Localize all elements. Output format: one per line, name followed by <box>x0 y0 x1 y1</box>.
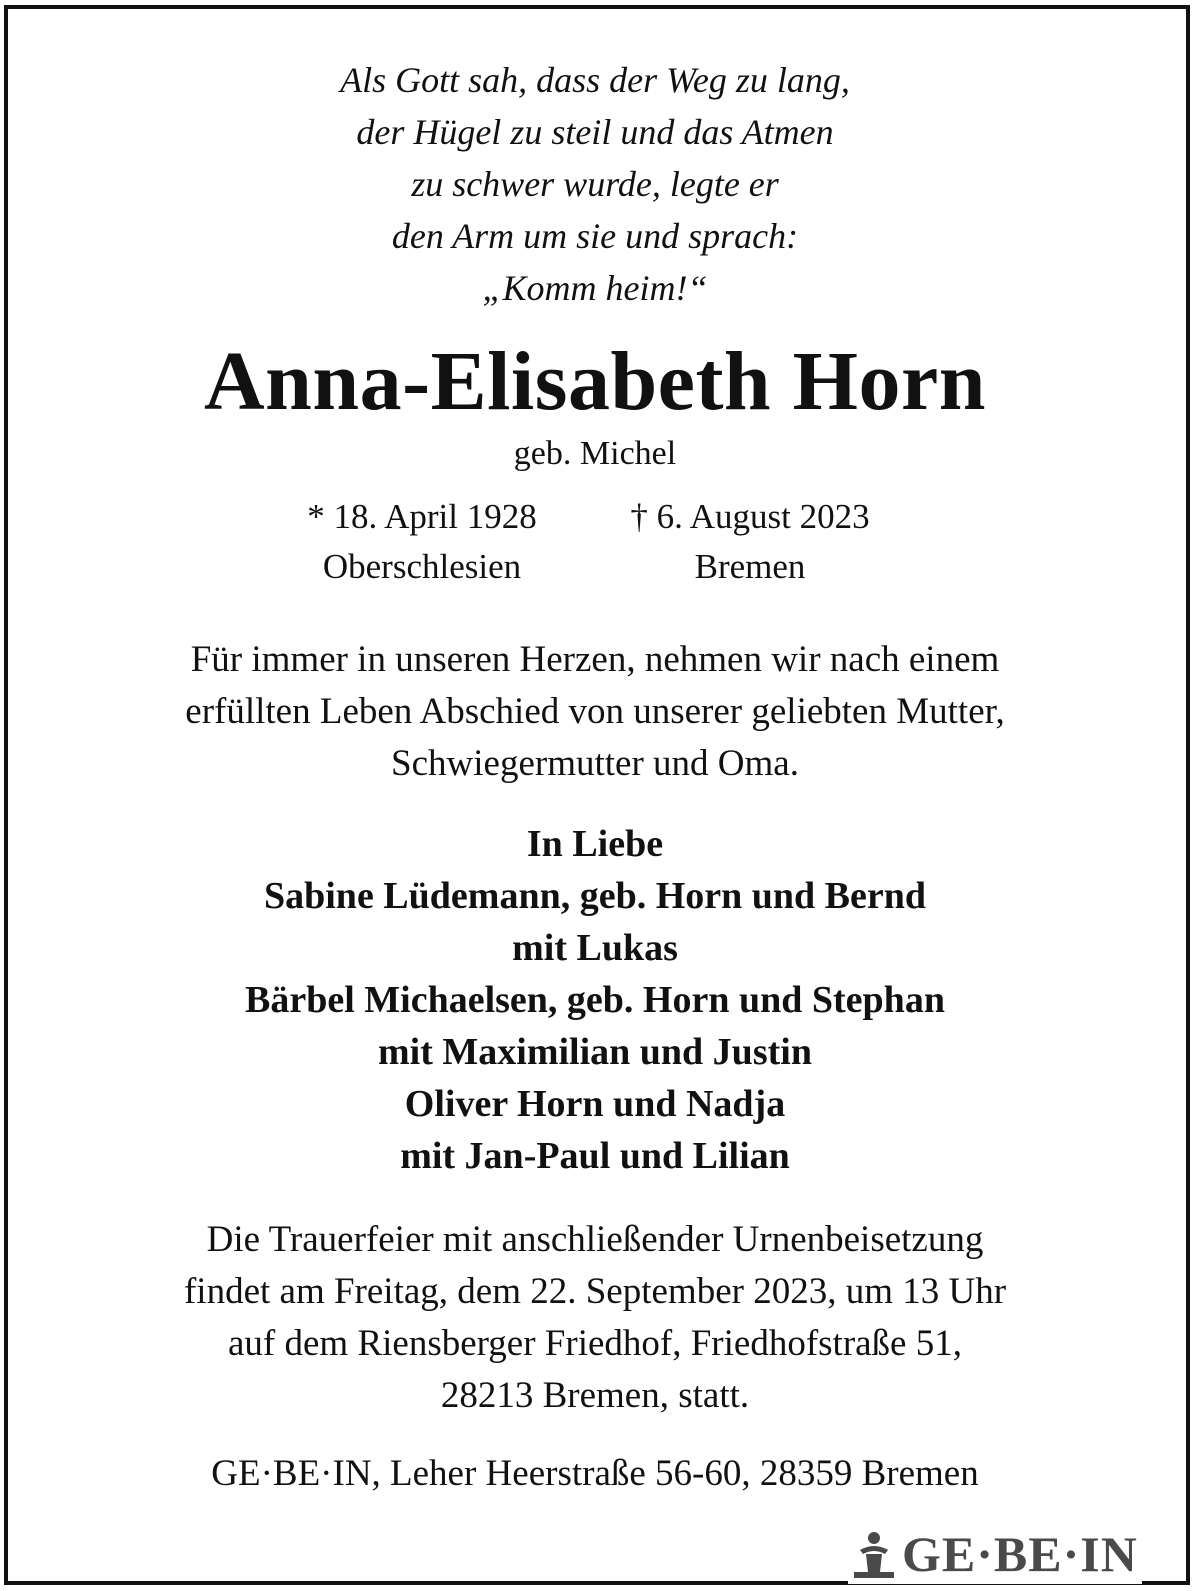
mourners-line: mit Lukas <box>512 927 678 969</box>
death-info <box>570 492 930 592</box>
birth-date: * 18. April 1928 <box>307 497 537 536</box>
mourners-line: Oliver Horn und Nadja <box>404 1083 786 1125</box>
mourners-line: Bärbel Michaelsen, geb. Horn und Stephan <box>245 979 945 1021</box>
mourners-line: In Liebe <box>526 823 664 865</box>
service-line: Die Trauerfeier mit anschließender Urnenbeisetzung <box>206 1219 984 1260</box>
service-line: 28213 Bremen, statt. <box>440 1375 750 1416</box>
intro-line: Für immer in unseren Herzen, nehmen wir nach einem <box>190 639 1000 680</box>
mourners-line: mit Maximilian und Justin <box>378 1031 812 1073</box>
deceased-name: Anna-Elisabeth Horn <box>204 335 986 428</box>
poem-line: zu schwer wurde, legte er <box>411 164 779 204</box>
birth-info <box>242 492 602 592</box>
undertaker-logo <box>848 1524 1142 1584</box>
death-date: † 6. August 2023 <box>630 497 870 536</box>
poem-line: der Hügel zu steil und das Atmen <box>356 112 834 152</box>
birth-place: Oberschlesien <box>322 547 522 586</box>
poem-line: „Komm heim!“ <box>482 268 708 308</box>
intro-line: Schwiegermutter und Oma. <box>391 743 799 784</box>
poem-line: den Arm um sie und sprach: <box>391 216 799 256</box>
poem <box>0 54 1190 314</box>
service-line: auf dem Riensberger Friedhof, Friedhofstraße 51, <box>228 1323 962 1364</box>
death-place: Bremen <box>694 547 806 586</box>
maiden-name: geb. Michel <box>513 435 677 472</box>
service-line: findet am Freitag, dem 22. September 2023, um 13 Uhr <box>183 1271 1007 1312</box>
intro-line: erfüllten Leben Abschied von unserer geliebten Mutter, <box>185 691 1005 732</box>
life-dates <box>0 492 1190 592</box>
logo-text: GE·BE·IN <box>902 1526 1138 1582</box>
mourners-list <box>0 818 1190 1182</box>
mourners-line: mit Jan-Paul und Lilian <box>400 1135 790 1177</box>
intro-text <box>0 634 1190 790</box>
service-info <box>0 1214 1190 1422</box>
logo-figure-icon <box>852 1528 896 1580</box>
poem-line: Als Gott sah, dass der Weg zu lang, <box>340 60 850 100</box>
mourners-line: Sabine Lüdemann, geb. Horn und Bernd <box>263 875 927 917</box>
undertaker-address: GE·BE·IN, Leher Heerstraße 56-60, 28359 Bremen <box>211 1453 979 1494</box>
